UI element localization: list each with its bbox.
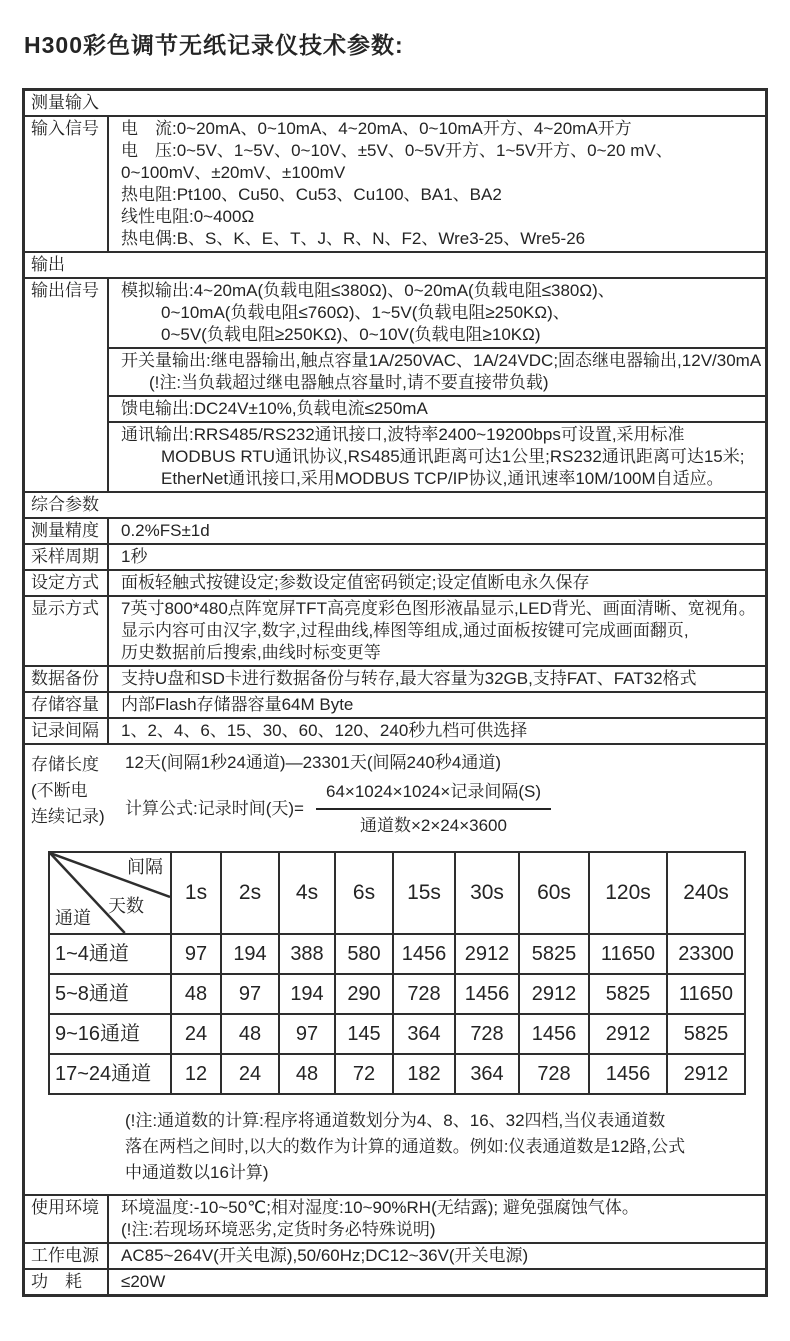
corner-label-channel: 通道 [55,908,91,928]
spec-line: 环境温度:-10~50℃;相对湿度:10~90%RH(无结露); 避免强腐蚀气体。 [121,1198,639,1217]
analog-output-block [109,279,765,347]
table-cell: 194 [221,934,279,974]
table-cell: 23300 [667,934,745,974]
table-cell: 728 [519,1054,589,1094]
table-cell: 24 [221,1054,279,1094]
formula-denominator: 通道数×2×24×3600 [360,816,507,835]
table-row [49,934,745,974]
table-cell: 48 [221,1014,279,1054]
row-label: 测量精度 [25,519,109,543]
row-header: 9~16通道 [49,1014,171,1054]
section-header: 综合参数 [31,495,99,514]
corner-label-interval: 间隔 [127,857,163,877]
table-row [49,974,745,1014]
storage-duration-table [48,851,746,1095]
formula-numerator: 64×1024×1024×记录间隔(S) [316,781,551,810]
row-label: 显示方式 [25,597,109,665]
column-header: 240s [667,852,745,934]
corner-label-days: 天数 [108,896,144,916]
row-label: 使用环境 [25,1196,109,1242]
spec-line: 7英寸800*480点阵宽屏TFT高亮度彩色图形液晶显示,LED背光、画面清晰、宽视角。 [121,599,756,618]
table-cell: 2912 [519,974,589,1014]
table-cell: 194 [279,974,335,1014]
spec-line: 开关量输出:继电器输出,触点容量1A/250VAC、1A/24VDC;固态继电器输出,12V/30mA [121,351,762,370]
row-value: 支持U盘和SD卡进行数据备份与转存,最大容量为32GB,支持FAT、FAT32格式 [121,669,697,688]
row-value: 内部Flash存储器容量64M Byte [121,695,354,714]
spec-line: (!注:通道数的计算:程序将通道数划分为4、8、16、32四档,当仪表通道数 [125,1111,666,1130]
spec-line: EtherNet通讯接口,采用MODBUS TCP/IP协议,通讯速率10M/100M自适应。 [161,469,724,488]
table-cell: 728 [455,1014,519,1054]
table-cell: 364 [455,1054,519,1094]
row-header: 1~4通道 [49,934,171,974]
spec-table [22,88,768,1297]
table-cell: 2912 [589,1014,667,1054]
spec-line: 线性电阻:0~400Ω [121,207,255,226]
table-cell: 97 [279,1014,335,1054]
spec-line: 0~10mA(负载电阻≤760Ω)、1~5V(负载电阻≥250KΩ)、 [161,303,570,322]
spec-line: 0~5V(负载电阻≥250KΩ)、0~10V(负载电阻≥10KΩ) [161,325,541,344]
spec-line: 热电阻:Pt100、Cu50、Cu53、Cu100、BA1、BA2 [121,185,502,204]
section-header: 测量输入 [31,93,99,112]
row-environment [25,1194,765,1242]
row-setting [25,569,765,595]
row-accuracy [25,517,765,543]
table-cell: 1456 [589,1054,667,1094]
row-value: AC85~264V(开关电源),50/60Hz;DC12~36V(开关电源) [121,1246,529,1265]
row-value: 0.2%FS±1d [121,521,210,540]
spec-line: (!注:若现场环境恶劣,定货时务必特殊说明) [121,1220,436,1239]
diagonal-corner-cell [49,852,171,934]
table-cell: 97 [221,974,279,1014]
table-cell: 580 [335,934,393,974]
column-header: 30s [455,852,519,934]
spec-line: (!注:当负载超过继电器触点容量时,请不要直接带负载) [149,373,549,392]
storage-formula [125,781,765,837]
column-header: 2s [221,852,279,934]
row-label: 工作电源 [25,1244,109,1268]
row-capacity [25,691,765,717]
spec-line: 显示内容可由汉字,数字,过程曲线,棒图等组成,通过面板按键可完成画面翻页, [121,621,689,640]
row-label [31,752,105,830]
row-label: 采样周期 [25,545,109,569]
table-cell: 48 [279,1054,335,1094]
row-value: 面板轻触式按键设定;参数设定值密码锁定;设定值断电永久保存 [121,573,590,592]
row-label: 记录间隔 [25,719,109,743]
spec-line: 馈电输出:DC24V±10%,负载电流≤250mA [121,399,428,418]
table-cell: 5825 [519,934,589,974]
table-row [49,1054,745,1094]
table-cell: 1456 [393,934,455,974]
row-value: 1、2、4、6、15、30、60、120、240秒九档可供选择 [121,721,528,740]
switch-output-block [109,347,765,395]
row-consumption [25,1268,765,1294]
table-cell: 728 [393,974,455,1014]
spec-line: (不断电 [31,781,88,800]
table-cell: 1456 [455,974,519,1014]
spec-line: 存储长度 [31,755,99,774]
table-cell: 1456 [519,1014,589,1054]
table-cell: 364 [393,1014,455,1054]
table-header-row [49,852,745,934]
row-output-signal [25,277,765,491]
row-value: ≤20W [121,1272,166,1291]
row-value: 1秒 [121,547,148,566]
table-cell: 5825 [589,974,667,1014]
spec-line: 历史数据前后搜索,曲线时标变更等 [121,643,381,662]
spec-line: 中通道数以16计算) [125,1163,269,1182]
table-cell: 11650 [667,974,745,1014]
row-label: 功 耗 [25,1270,109,1294]
table-cell: 5825 [667,1014,745,1054]
table-cell: 11650 [589,934,667,974]
row-input-signal [25,115,765,251]
table-row [49,1014,745,1054]
row-label: 输出信号 [25,279,109,491]
storage-range: 12天(间隔1秒24通道)—23301天(间隔240秒4通道) [125,753,502,772]
spec-line: 落在两档之间时,以大的数作为计算的通道数。例如:仪表通道数是12路,公式 [125,1137,686,1156]
feed-output-block [109,395,765,421]
spec-line: 0~100mV、±20mV、±100mV [121,163,346,182]
column-header: 6s [335,852,393,934]
section-row-general [25,491,765,517]
row-power [25,1242,765,1268]
table-cell: 388 [279,934,335,974]
column-header: 1s [171,852,221,934]
spec-line: 模拟输出:4~20mA(负载电阻≤380Ω)、0~20mA(负载电阻≤380Ω)、 [121,281,615,300]
table-cell: 182 [393,1054,455,1094]
row-value [109,597,765,665]
column-header: 120s [589,852,667,934]
spec-line: 热电偶:B、S、K、E、T、J、R、N、F2、Wre3-25、Wre5-26 [121,229,586,248]
formula-fraction [316,781,551,837]
section-header: 输出 [31,255,65,274]
row-label: 数据备份 [25,667,109,691]
row-label: 设定方式 [25,571,109,595]
row-storage-length [25,743,765,1194]
row-sampling [25,543,765,569]
spec-line: 电 压:0~5V、1~5V、0~10V、±5V、0~5V开方、1~5V开方、0~20 mV、 [121,141,673,160]
table-cell: 2912 [667,1054,745,1094]
column-header: 15s [393,852,455,934]
table-cell: 290 [335,974,393,1014]
row-label: 存储容量 [25,693,109,717]
spec-line: MODBUS RTU通讯协议,RS485通讯距离可达1公里;RS232通讯距离可达15米; [161,447,745,466]
table-cell: 145 [335,1014,393,1054]
comm-output-block [109,421,765,491]
channel-count-note [125,1108,765,1186]
spec-line: 通讯输出:RRS485/RS232通讯接口,波特率2400~19200bps可设置,采用标准 [121,425,685,444]
section-row-measure-input [25,91,765,115]
row-backup [25,665,765,691]
column-header: 60s [519,852,589,934]
table-cell: 97 [171,934,221,974]
row-label: 输入信号 [25,117,109,251]
row-interval [25,717,765,743]
table-cell: 2912 [455,934,519,974]
section-row-output [25,251,765,277]
column-header: 4s [279,852,335,934]
page-title: H300彩色调节无纸记录仪技术参数: [24,32,404,58]
spec-line: 电 流:0~20mA、0~10mA、4~20mA、0~10mA开方、4~20mA开方 [121,119,632,138]
formula-lead: 计算公式:记录时间(天)= [125,799,304,818]
spec-line: 连续记录) [31,807,105,826]
table-cell: 48 [171,974,221,1014]
row-header: 17~24通道 [49,1054,171,1094]
table-cell: 72 [335,1054,393,1094]
row-value [109,1196,765,1242]
table-cell: 24 [171,1014,221,1054]
row-value [109,279,765,491]
row-value [109,117,765,251]
table-cell: 12 [171,1054,221,1094]
row-display [25,595,765,665]
row-header: 5~8通道 [49,974,171,1014]
